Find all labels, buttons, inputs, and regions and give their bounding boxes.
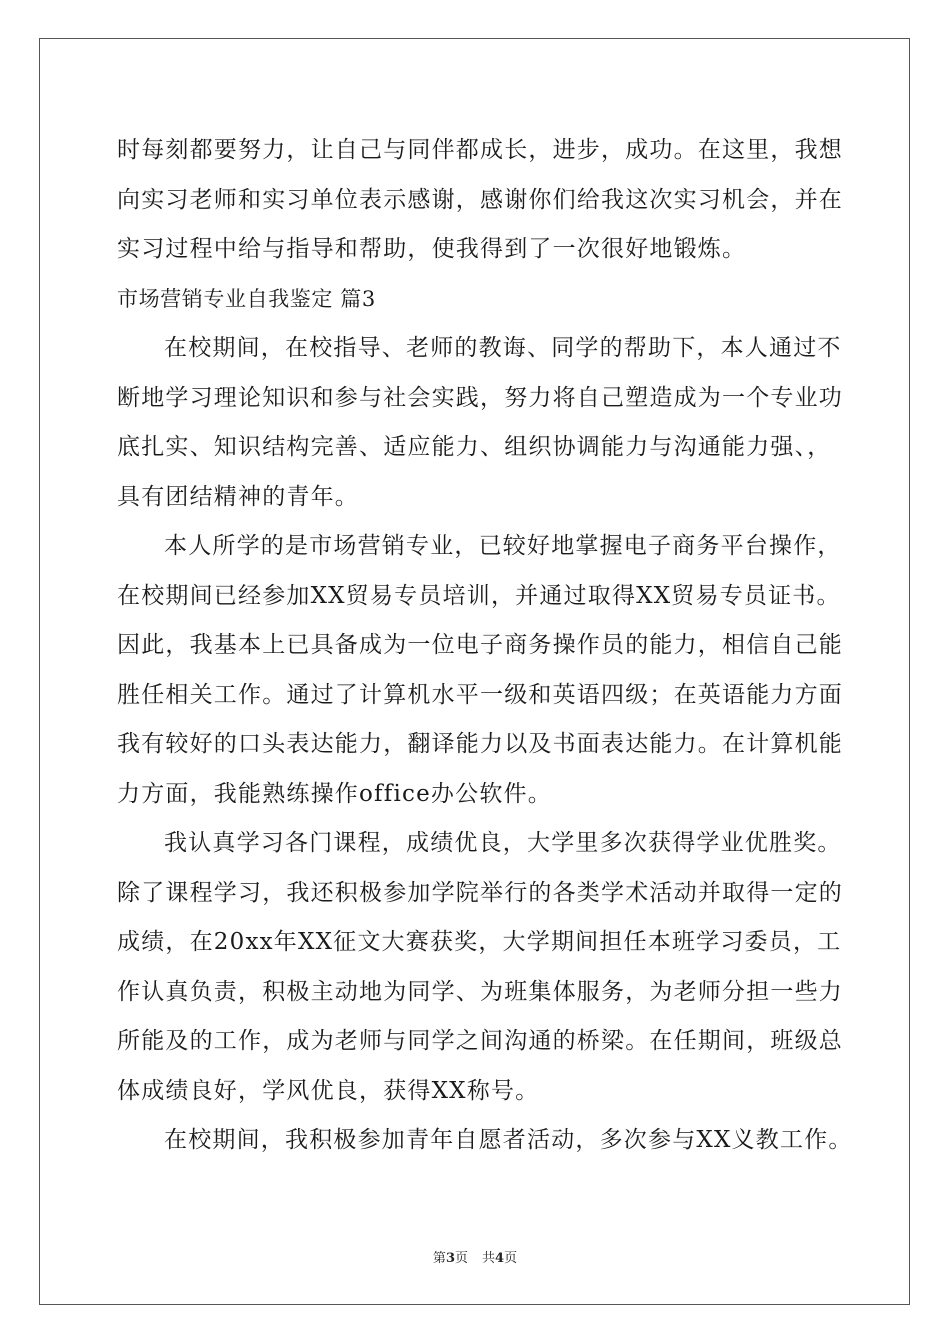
paragraph-first-line: 我认真学习各门课程，成绩优良，大学里多次获得学业优胜奖。: [164, 830, 842, 856]
text-line: 作认真负责，积极主动地为同学、为班集体服务，为老师分担一些力: [117, 978, 843, 1005]
text-line: 力方面，我能熟练操作office办公软件。: [117, 780, 552, 807]
text-line: 在校期间已经参加XX贸易专员培训，并通过取得XX贸易专员证书。: [117, 582, 841, 609]
text-line: 因此，我基本上已具备成为一位电子商务操作员的能力，相信自己能: [117, 632, 843, 658]
text-line: 除了课程学习，我还积极参加学院举行的各类学术活动并取得一定的: [117, 879, 843, 906]
section-heading: 市场营销专业自我鉴定 篇3: [117, 286, 376, 311]
document-body: [117, 126, 853, 1166]
text-line: 具有团结精神的青年。: [117, 483, 359, 510]
paragraph-first-line: 在校期间，我积极参加青年自愿者活动，多次参与XX义教工作。: [164, 1127, 853, 1153]
paragraph-first-line: 在校期间，在校指导、老师的教诲、同学的帮助下，本人通过不: [164, 335, 842, 361]
page-footer: [0, 1247, 950, 1266]
text-line: 体成绩良好，学风优良，获得XX称号。: [117, 1077, 540, 1104]
paragraph-first-line: 本人所学的是市场营销专业，已较好地掌握电子商务平台操作，: [164, 533, 842, 559]
current-page-number: 3: [445, 1251, 455, 1266]
total-prefix: 共: [482, 1251, 496, 1266]
text-line: 成绩，在20xx年XX征文大赛获奖，大学期间担任本班学习委员，工: [117, 929, 842, 955]
page-unit: 页: [454, 1251, 468, 1266]
text-line: 断地学习理论知识和参与社会实践，努力将自己塑造成为一个专业功: [117, 384, 843, 411]
total-page-number: 4: [495, 1251, 505, 1266]
text-line: 胜任相关工作。通过了计算机水平一级和英语四级；在英语能力方面: [117, 681, 843, 708]
text-line: 我有较好的口头表达能力，翻译能力以及书面表达能力。在计算机能: [117, 731, 843, 757]
text-line: 所能及的工作，成为老师与同学之间沟通的桥梁。在任期间，班级总: [117, 1028, 843, 1054]
page-prefix: 第: [432, 1251, 446, 1266]
text-line: 底扎实、知识结构完善、适应能力、组织协调能力与沟通能力强、，: [117, 434, 832, 460]
text-line: 时每刻都要努力，让自己与同伴都成长，进步，成功。在这里，我想: [117, 137, 843, 163]
text-line: 实习过程中给与指导和帮助，使我得到了一次很好地锻炼。: [117, 236, 747, 262]
text-line: 向实习老师和实习单位表示感谢，感谢你们给我这次实习机会，并在: [117, 186, 843, 213]
total-unit: 页: [504, 1251, 518, 1266]
